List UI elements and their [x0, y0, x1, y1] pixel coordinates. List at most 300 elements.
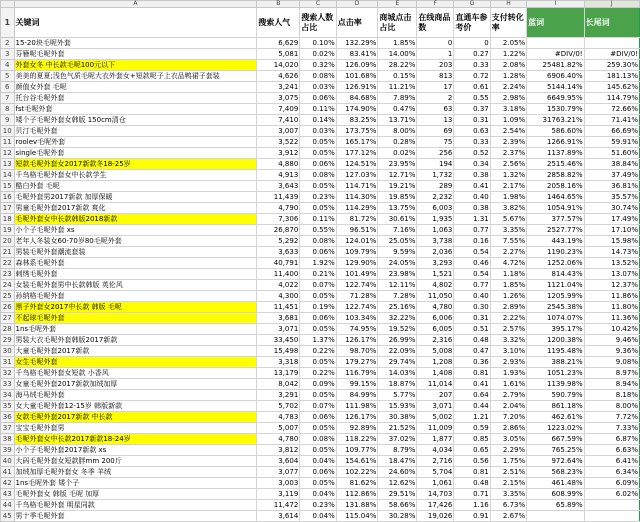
row-number[interactable]: 6: [1, 82, 15, 93]
keyword-cell[interactable]: 老年人冬装女60-70岁80毛呢外套: [14, 236, 257, 247]
online-products-cell[interactable]: 13: [417, 115, 454, 126]
long-tail-cell[interactable]: 10.42%: [584, 324, 639, 335]
keyword-cell[interactable]: 酷白外套 毛呢: [14, 181, 257, 192]
blue-word-cell[interactable]: 31763.21%: [527, 115, 584, 126]
search-popularity-cell[interactable]: 3,522: [257, 137, 300, 148]
keyword-cell[interactable]: 毛呢外套女中长款2017新款18-24岁: [14, 434, 257, 445]
ppc-price-cell[interactable]: 1.31: [454, 214, 490, 225]
mall-click-share-cell[interactable]: 30.28%: [378, 511, 417, 522]
online-products-cell[interactable]: 75: [417, 137, 454, 148]
search-popularity-cell[interactable]: 4,300: [257, 291, 300, 302]
ppc-price-cell[interactable]: 0.37: [454, 104, 490, 115]
online-products-cell[interactable]: 5,002: [417, 412, 454, 423]
search-popularity-cell[interactable]: 8,042: [257, 379, 300, 390]
mall-click-share-cell[interactable]: 12.62%: [378, 478, 417, 489]
conversion-cell[interactable]: 2.39%: [490, 137, 526, 148]
searcher-share-cell[interactable]: 0.08%: [300, 71, 336, 82]
conversion-cell[interactable]: 1.22%: [490, 49, 526, 60]
long-tail-cell[interactable]: [584, 38, 639, 49]
ctr-cell[interactable]: 71.28%: [336, 291, 378, 302]
keyword-cell[interactable]: fst毛呢外套: [14, 104, 257, 115]
ctr-cell[interactable]: 129.90%: [336, 258, 378, 269]
conversion-cell[interactable]: 1.98%: [490, 192, 526, 203]
long-tail-cell[interactable]: 6.09%: [584, 478, 639, 489]
keyword-cell[interactable]: 毛呢外套女中长款韩版2018新款: [14, 214, 257, 225]
ppc-price-cell[interactable]: 0.33: [454, 60, 490, 71]
long-tail-cell[interactable]: 181.13%: [584, 71, 639, 82]
keyword-cell[interactable]: roolev毛呢外套: [14, 137, 257, 148]
ctr-cell[interactable]: 179.27%: [336, 357, 378, 368]
keyword-cell[interactable]: 海马绒毛呢外套: [14, 390, 257, 401]
online-products-cell[interactable]: 5,008: [417, 346, 454, 357]
keyword-cell[interactable]: 托台谷毛呢外套: [14, 93, 257, 104]
column-header-c[interactable]: C: [300, 1, 336, 8]
blue-word-cell[interactable]: 2058.16%: [527, 181, 584, 192]
ppc-price-cell[interactable]: 0.33: [454, 137, 490, 148]
searcher-share-cell[interactable]: 0.03%: [300, 126, 336, 137]
ppc-price-cell[interactable]: 0.64: [454, 390, 490, 401]
search-popularity-cell[interactable]: 4,783: [257, 412, 300, 423]
online-products-cell[interactable]: 1,061: [417, 478, 454, 489]
blue-word-cell[interactable]: 1137.89%: [527, 148, 584, 159]
conversion-cell[interactable]: 5.67%: [490, 214, 526, 225]
mall-click-share-cell[interactable]: 23.98%: [378, 269, 417, 280]
long-tail-cell[interactable]: 38.84%: [584, 159, 639, 170]
blue-word-cell[interactable]: 1195.48%: [527, 346, 584, 357]
keyword-cell[interactable]: 颜值女外套 毛呢: [14, 82, 257, 93]
row-number[interactable]: 3: [1, 49, 15, 60]
blue-word-cell[interactable]: 6649.95%: [527, 93, 584, 104]
long-tail-cell[interactable]: 9.08%: [584, 357, 639, 368]
header-searcher-share[interactable]: 搜索人数占比: [300, 8, 336, 38]
ctr-cell[interactable]: 102.22%: [336, 467, 378, 478]
search-popularity-cell[interactable]: 3,604: [257, 456, 300, 467]
header-long-tail[interactable]: 长尾词: [584, 8, 639, 38]
conversion-cell[interactable]: 3.18%: [490, 104, 526, 115]
searcher-share-cell[interactable]: 0.08%: [300, 434, 336, 445]
ctr-cell[interactable]: 81.62%: [336, 478, 378, 489]
row-number[interactable]: 34: [1, 390, 15, 401]
online-products-cell[interactable]: 3,071: [417, 401, 454, 412]
conversion-cell[interactable]: 1.09%: [490, 115, 526, 126]
keyword-cell[interactable]: 短款毛呢外套女2017新款冬18-25岁: [14, 159, 257, 170]
row-number[interactable]: 19: [1, 225, 15, 236]
ctr-cell[interactable]: 124.01%: [336, 236, 378, 247]
searcher-share-cell[interactable]: 0.22%: [300, 368, 336, 379]
long-tail-cell[interactable]: #DIV/0!: [584, 49, 639, 60]
keyword-cell[interactable]: 男十季毛呢外套: [14, 511, 257, 522]
search-popularity-cell[interactable]: 3,912: [257, 148, 300, 159]
online-products-cell[interactable]: 17: [417, 82, 454, 93]
mall-click-share-cell[interactable]: 12.11%: [378, 280, 417, 291]
search-popularity-cell[interactable]: 5,292: [257, 236, 300, 247]
online-products-cell[interactable]: 203: [417, 60, 454, 71]
ppc-price-cell[interactable]: 0.77: [454, 280, 490, 291]
conversion-cell[interactable]: 2.67%: [490, 511, 526, 522]
search-popularity-cell[interactable]: 7,409: [257, 104, 300, 115]
long-tail-cell[interactable]: 6.87%: [584, 434, 639, 445]
long-tail-cell[interactable]: 35.57%: [584, 192, 639, 203]
mall-click-share-cell[interactable]: 18.87%: [378, 379, 417, 390]
conversion-cell[interactable]: 1.32%: [490, 170, 526, 181]
conversion-cell[interactable]: 1.18%: [490, 269, 526, 280]
mall-click-share-cell[interactable]: 5.77%: [378, 390, 417, 401]
search-popularity-cell[interactable]: 7,410: [257, 115, 300, 126]
long-tail-cell[interactable]: 37.49%: [584, 170, 639, 181]
mall-click-share-cell[interactable]: 0.28%: [378, 137, 417, 148]
row-number[interactable]: 36: [1, 412, 15, 423]
blue-word-cell[interactable]: 5144.14%: [527, 82, 584, 93]
conversion-cell[interactable]: 4.72%: [490, 258, 526, 269]
ctr-cell[interactable]: 126.09%: [336, 60, 378, 71]
row-number[interactable]: 38: [1, 434, 15, 445]
online-products-cell[interactable]: 2,716: [417, 456, 454, 467]
mall-click-share-cell[interactable]: 14.03%: [378, 368, 417, 379]
blue-word-cell[interactable]: 667.59%: [527, 434, 584, 445]
search-popularity-cell[interactable]: 4,790: [257, 203, 300, 214]
online-products-cell[interactable]: 4,780: [417, 302, 454, 313]
online-products-cell[interactable]: 2,316: [417, 335, 454, 346]
search-popularity-cell[interactable]: 40,791: [257, 258, 300, 269]
searcher-share-cell[interactable]: 0.09%: [300, 379, 336, 390]
ctr-cell[interactable]: 114.71%: [336, 181, 378, 192]
ctr-cell[interactable]: 177.12%: [336, 148, 378, 159]
search-popularity-cell[interactable]: 26,870: [257, 225, 300, 236]
conversion-cell[interactable]: 6.73%: [490, 500, 526, 511]
keyword-cell[interactable]: 男装毛呢外套潮流套装: [14, 247, 257, 258]
search-popularity-cell[interactable]: 3,812: [257, 445, 300, 456]
search-popularity-cell[interactable]: 4,880: [257, 159, 300, 170]
mall-click-share-cell[interactable]: 22.09%: [378, 346, 417, 357]
row-number[interactable]: 7: [1, 93, 15, 104]
ctr-cell[interactable]: 96.51%: [336, 225, 378, 236]
keyword-cell[interactable]: 大童毛呢外套2017新款: [14, 346, 257, 357]
ppc-price-cell[interactable]: 0.59: [454, 423, 490, 434]
ctr-cell[interactable]: 74.95%: [336, 324, 378, 335]
long-tail-cell[interactable]: 7.72%: [584, 412, 639, 423]
conversion-cell[interactable]: 1.85%: [490, 280, 526, 291]
blue-word-cell[interactable]: [527, 38, 584, 49]
row-number[interactable]: 31: [1, 357, 15, 368]
row-number[interactable]: 17: [1, 203, 15, 214]
blue-word-cell[interactable]: 1051.23%: [527, 368, 584, 379]
online-products-cell[interactable]: 194: [417, 159, 454, 170]
row-number[interactable]: 23: [1, 269, 15, 280]
row-number[interactable]: 33: [1, 379, 15, 390]
searcher-share-cell[interactable]: 0.14%: [300, 115, 336, 126]
conversion-cell[interactable]: 2.04%: [490, 401, 526, 412]
mall-click-share-cell[interactable]: 14.00%: [378, 49, 417, 60]
ppc-price-cell[interactable]: 0.34: [454, 159, 490, 170]
long-tail-cell[interactable]: 8.94%: [584, 379, 639, 390]
long-tail-cell[interactable]: [584, 511, 639, 522]
conversion-cell[interactable]: 2.86%: [490, 423, 526, 434]
ctr-cell[interactable]: 127.03%: [336, 170, 378, 181]
ctr-cell[interactable]: 126.17%: [336, 335, 378, 346]
searcher-share-cell[interactable]: 1.37%: [300, 335, 336, 346]
row-number[interactable]: 35: [1, 401, 15, 412]
conversion-cell[interactable]: 1.61%: [490, 379, 526, 390]
conversion-cell[interactable]: 2.29%: [490, 445, 526, 456]
conversion-cell[interactable]: 2.51%: [490, 467, 526, 478]
ctr-cell[interactable]: 84.68%: [336, 93, 378, 104]
mall-click-share-cell[interactable]: 32.22%: [378, 313, 417, 324]
searcher-share-cell[interactable]: 0.23%: [300, 192, 336, 203]
searcher-share-cell[interactable]: 0.03%: [300, 82, 336, 93]
search-popularity-cell[interactable]: 11,439: [257, 192, 300, 203]
online-products-cell[interactable]: 3,293: [417, 258, 454, 269]
header-mall-click-share[interactable]: 商城点击占比: [378, 8, 417, 38]
ctr-cell[interactable]: 83.25%: [336, 115, 378, 126]
search-popularity-cell[interactable]: 13,179: [257, 368, 300, 379]
searcher-share-cell[interactable]: 0.05%: [300, 148, 336, 159]
online-products-cell[interactable]: 11,009: [417, 423, 454, 434]
ctr-cell[interactable]: 115.04%: [336, 511, 378, 522]
keyword-cell[interactable]: 大码毛呢外套女短款胖mm 200斤: [14, 456, 257, 467]
blue-word-cell[interactable]: 2515.46%: [527, 159, 584, 170]
blue-word-cell[interactable]: 1223.02%: [527, 423, 584, 434]
search-popularity-cell[interactable]: 3,643: [257, 181, 300, 192]
search-popularity-cell[interactable]: 3,291: [257, 390, 300, 401]
searcher-share-cell[interactable]: 0.06%: [300, 93, 336, 104]
online-products-cell[interactable]: 11,014: [417, 379, 454, 390]
search-popularity-cell[interactable]: 3,071: [257, 324, 300, 335]
blue-word-cell[interactable]: 814.43%: [527, 269, 584, 280]
online-products-cell[interactable]: 2,036: [417, 247, 454, 258]
long-tail-cell[interactable]: 17.49%: [584, 214, 639, 225]
row-number[interactable]: 24: [1, 280, 15, 291]
row-number[interactable]: 39: [1, 445, 15, 456]
conversion-cell[interactable]: 2.17%: [490, 181, 526, 192]
searcher-share-cell[interactable]: 0.06%: [300, 412, 336, 423]
ctr-cell[interactable]: 126.17%: [336, 412, 378, 423]
row-number[interactable]: 30: [1, 346, 15, 357]
long-tail-cell[interactable]: 13.52%: [584, 258, 639, 269]
online-products-cell[interactable]: 1: [417, 49, 454, 60]
conversion-cell[interactable]: 2.05%: [490, 38, 526, 49]
ctr-cell[interactable]: 109.79%: [336, 247, 378, 258]
conversion-cell[interactable]: 2.27%: [490, 247, 526, 258]
conversion-cell[interactable]: 3.35%: [490, 225, 526, 236]
searcher-share-cell[interactable]: 0.55%: [300, 225, 336, 236]
keyword-cell[interactable]: 外套女冬 中长款毛呢100元以下: [14, 60, 257, 71]
searcher-share-cell[interactable]: 0.05%: [300, 423, 336, 434]
ppc-price-cell[interactable]: 0.48: [454, 335, 490, 346]
ppc-price-cell[interactable]: 0.81: [454, 467, 490, 478]
ctr-cell[interactable]: 122.74%: [336, 302, 378, 313]
online-products-cell[interactable]: 69: [417, 126, 454, 137]
ctr-cell[interactable]: 92.89%: [336, 423, 378, 434]
keyword-cell[interactable]: 孙纳格毛呢外套: [14, 291, 257, 302]
ctr-cell[interactable]: 109.77%: [336, 445, 378, 456]
search-popularity-cell[interactable]: 5,702: [257, 401, 300, 412]
row-number[interactable]: 5: [1, 71, 15, 82]
mall-click-share-cell[interactable]: 7.16%: [378, 225, 417, 236]
ctr-cell[interactable]: 118.22%: [336, 434, 378, 445]
ppc-price-cell[interactable]: 0.48: [454, 478, 490, 489]
online-products-cell[interactable]: 63: [417, 104, 454, 115]
ppc-price-cell[interactable]: 0.55: [454, 93, 490, 104]
ppc-price-cell[interactable]: 0.31: [454, 313, 490, 324]
online-products-cell[interactable]: 1,521: [417, 269, 454, 280]
ppc-price-cell[interactable]: 0.63: [454, 126, 490, 137]
keyword-cell[interactable]: 森林系毛呢外套: [14, 258, 257, 269]
ppc-price-cell[interactable]: 0.36: [454, 357, 490, 368]
ppc-price-cell[interactable]: 0.52: [454, 148, 490, 159]
mall-click-share-cell[interactable]: 23.95%: [378, 159, 417, 170]
mall-click-share-cell[interactable]: 30.38%: [378, 412, 417, 423]
mall-click-share-cell[interactable]: 15.93%: [378, 401, 417, 412]
header-blue-word[interactable]: 蓝词: [527, 8, 584, 38]
long-tail-cell[interactable]: 51.60%: [584, 148, 639, 159]
mall-click-share-cell[interactable]: 1.85%: [378, 38, 417, 49]
mall-click-share-cell[interactable]: 0.47%: [378, 104, 417, 115]
ctr-cell[interactable]: 165.17%: [336, 137, 378, 148]
long-tail-cell[interactable]: 59.91%: [584, 137, 639, 148]
searcher-share-cell[interactable]: 0.32%: [300, 60, 336, 71]
column-header-j[interactable]: J: [584, 1, 639, 8]
online-products-cell[interactable]: 1,063: [417, 225, 454, 236]
searcher-share-cell[interactable]: 0.23%: [300, 500, 336, 511]
ppc-price-cell[interactable]: 0.40: [454, 192, 490, 203]
conversion-cell[interactable]: 2.08%: [490, 60, 526, 71]
header-ppc-price[interactable]: 直通车参考价: [454, 8, 490, 38]
ppc-price-cell[interactable]: 0.56: [454, 456, 490, 467]
keyword-cell[interactable]: 加绒加厚毛呢外套女 冬季 羊绒: [14, 467, 257, 478]
conversion-cell[interactable]: 7.55%: [490, 236, 526, 247]
online-products-cell[interactable]: 17,426: [417, 500, 454, 511]
row-number[interactable]: 11: [1, 137, 15, 148]
mall-click-share-cell[interactable]: 29.51%: [378, 489, 417, 500]
long-tail-cell[interactable]: 6.02%: [584, 489, 639, 500]
long-tail-cell[interactable]: [584, 500, 639, 511]
keyword-cell[interactable]: 小个子毛呢外套 xs: [14, 225, 257, 236]
long-tail-cell[interactable]: 30.74%: [584, 203, 639, 214]
ctr-cell[interactable]: 99.15%: [336, 379, 378, 390]
conversion-cell[interactable]: 2.93%: [490, 357, 526, 368]
keyword-cell[interactable]: 小个子毛呢外套2017新款 xs: [14, 445, 257, 456]
keyword-cell[interactable]: single毛呢外套: [14, 148, 257, 159]
searcher-share-cell[interactable]: 0.10%: [300, 38, 336, 49]
searcher-share-cell[interactable]: 0.06%: [300, 467, 336, 478]
row-number[interactable]: 45: [1, 511, 15, 522]
row-number[interactable]: 37: [1, 423, 15, 434]
mall-click-share-cell[interactable]: 0.15%: [378, 71, 417, 82]
search-popularity-cell[interactable]: 3,119: [257, 489, 300, 500]
online-products-cell[interactable]: 1,877: [417, 434, 454, 445]
online-products-cell[interactable]: 2: [417, 93, 454, 104]
blue-word-cell[interactable]: 65.89%: [527, 500, 584, 511]
row-number[interactable]: 22: [1, 258, 15, 269]
ppc-price-cell[interactable]: 0.38: [454, 203, 490, 214]
search-popularity-cell[interactable]: 5,007: [257, 423, 300, 434]
searcher-share-cell[interactable]: 0.05%: [300, 137, 336, 148]
search-popularity-cell[interactable]: 7,306: [257, 214, 300, 225]
mall-click-share-cell[interactable]: 26.99%: [378, 335, 417, 346]
row-number[interactable]: 2: [1, 38, 15, 49]
keyword-cell[interactable]: 美美的夏夏;浅色气质毛呢大衣外套女+短款呢子上衣品鸭裙子套装: [14, 71, 257, 82]
conversion-cell[interactable]: 2.54%: [490, 126, 526, 137]
ctr-cell[interactable]: 124.51%: [336, 159, 378, 170]
row-number[interactable]: 32: [1, 368, 15, 379]
long-tail-cell[interactable]: 145.62%: [584, 82, 639, 93]
search-popularity-cell[interactable]: 3,003: [257, 478, 300, 489]
blue-word-cell[interactable]: 972.64%: [527, 456, 584, 467]
mall-click-share-cell[interactable]: 19.21%: [378, 181, 417, 192]
search-popularity-cell[interactable]: 3,075: [257, 93, 300, 104]
mall-click-share-cell[interactable]: 28.22%: [378, 60, 417, 71]
blue-word-cell[interactable]: 2545.38%: [527, 302, 584, 313]
ppc-price-cell[interactable]: 0.27: [454, 49, 490, 60]
ppc-price-cell[interactable]: 0.61: [454, 82, 490, 93]
mall-click-share-cell[interactable]: 19.85%: [378, 192, 417, 203]
row-number[interactable]: 40: [1, 456, 15, 467]
row-number[interactable]: 1: [1, 8, 15, 38]
blue-word-cell[interactable]: 586.60%: [527, 126, 584, 137]
keyword-cell[interactable]: 黑子外套女2017中长款 韩版 毛呢: [14, 302, 257, 313]
search-popularity-cell[interactable]: 3,614: [257, 511, 300, 522]
ppc-price-cell[interactable]: 0.31: [454, 115, 490, 126]
mall-click-share-cell[interactable]: 19.52%: [378, 324, 417, 335]
blue-word-cell[interactable]: #DIV/0!: [527, 49, 584, 60]
row-number[interactable]: 15: [1, 181, 15, 192]
keyword-cell[interactable]: 男童毛呢外套2017新款 爽化: [14, 203, 257, 214]
conversion-cell[interactable]: 1.28%: [490, 71, 526, 82]
mall-click-share-cell[interactable]: 24.60%: [378, 467, 417, 478]
mall-click-share-cell[interactable]: 25.05%: [378, 236, 417, 247]
long-tail-cell[interactable]: 11.80%: [584, 302, 639, 313]
conversion-cell[interactable]: 2.24%: [490, 82, 526, 93]
blue-word-cell[interactable]: 861.18%: [527, 401, 584, 412]
blue-word-cell[interactable]: 377.57%: [527, 214, 584, 225]
search-popularity-cell[interactable]: 11,400: [257, 269, 300, 280]
ppc-price-cell[interactable]: 0.81: [454, 368, 490, 379]
keyword-cell[interactable]: 女大童毛呢外套12-15岁 韩版新款: [14, 401, 257, 412]
online-products-cell[interactable]: 3,738: [417, 236, 454, 247]
long-tail-cell[interactable]: 8.18%: [584, 390, 639, 401]
long-tail-cell[interactable]: 6.34%: [584, 467, 639, 478]
blue-word-cell[interactable]: 568.23%: [527, 467, 584, 478]
searcher-share-cell[interactable]: 0.06%: [300, 313, 336, 324]
online-products-cell[interactable]: 11,050: [417, 291, 454, 302]
blue-word-cell[interactable]: 1464.65%: [527, 192, 584, 203]
row-number[interactable]: 9: [1, 115, 15, 126]
column-header-e[interactable]: E: [378, 1, 417, 8]
row-number[interactable]: 4: [1, 60, 15, 71]
blue-word-cell[interactable]: 2527.77%: [527, 225, 584, 236]
blue-word-cell[interactable]: 765.25%: [527, 445, 584, 456]
mall-click-share-cell[interactable]: 13.75%: [378, 203, 417, 214]
ctr-cell[interactable]: 131.88%: [336, 500, 378, 511]
search-popularity-cell[interactable]: 14,020: [257, 60, 300, 71]
row-number[interactable]: 41: [1, 467, 15, 478]
long-tail-cell[interactable]: 12.37%: [584, 280, 639, 291]
ppc-price-cell[interactable]: 0.51: [454, 324, 490, 335]
search-popularity-cell[interactable]: 6,629: [257, 38, 300, 49]
online-products-cell[interactable]: 207: [417, 390, 454, 401]
mall-click-share-cell[interactable]: 58.66%: [378, 500, 417, 511]
conversion-cell[interactable]: 3.32%: [490, 335, 526, 346]
online-products-cell[interactable]: 6,006: [417, 313, 454, 324]
header-search-popularity[interactable]: 搜索人气: [257, 8, 300, 38]
keyword-cell[interactable]: 女装毛呢外套男中长款韩版 英伦风: [14, 280, 257, 291]
online-products-cell[interactable]: 6,005: [417, 324, 454, 335]
ctr-cell[interactable]: 103.34%: [336, 313, 378, 324]
ctr-cell[interactable]: 173.75%: [336, 126, 378, 137]
row-number[interactable]: 43: [1, 489, 15, 500]
mall-click-share-cell[interactable]: 18.47%: [378, 456, 417, 467]
keyword-cell[interactable]: 芬簪呢毛呢外套: [14, 49, 257, 60]
